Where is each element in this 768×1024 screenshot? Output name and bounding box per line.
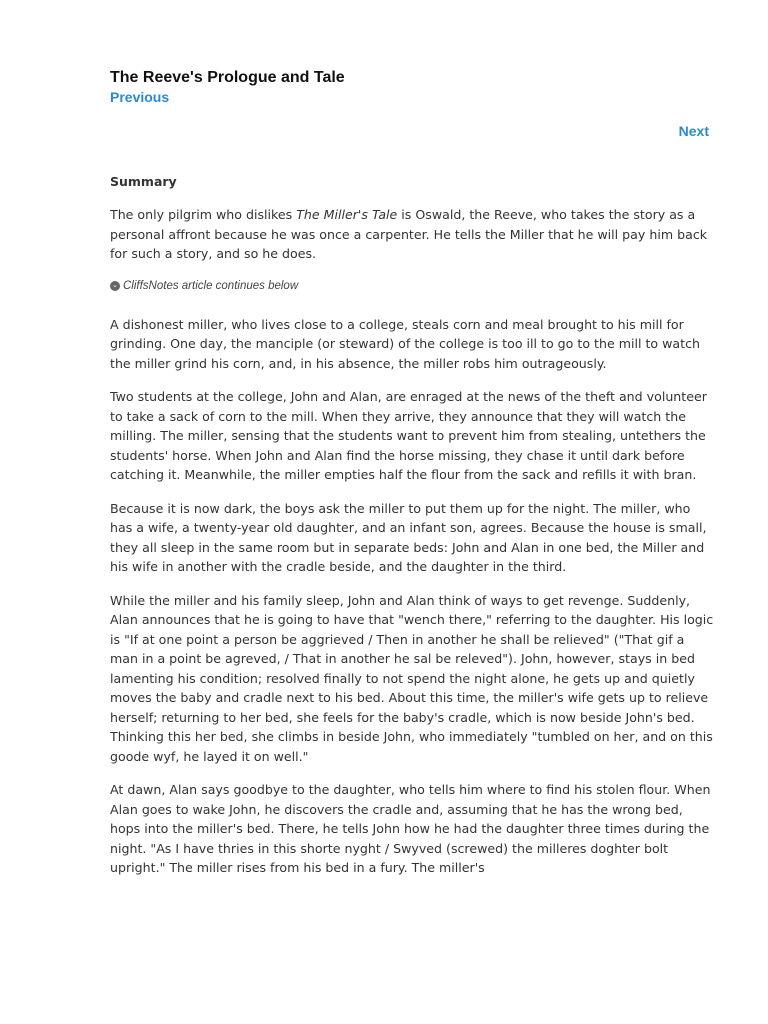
next-link[interactable]: Next: [678, 123, 709, 139]
next-row: [110, 121, 715, 141]
previous-row: [110, 88, 715, 106]
p1-italic-title: The Miller's Tale: [296, 207, 398, 222]
previous-link[interactable]: Previous: [110, 89, 170, 105]
summary-paragraph-1: [110, 205, 715, 264]
summary-paragraph-2: A dishonest miller, who lives close to a college, steals corn and meal brought to his mill for grinding. One day, the manciple (or steward) of the college is too ill to go to the mill to watch the miller grind his corn, and, in his absence, the miller robs him outrageously.: [110, 316, 700, 371]
section-heading: Summary: [110, 174, 177, 189]
summary-paragraph-3: Two students at the college, John and Alan, are enraged at the news of the theft and volunteer to take a sack of corn to the mill. When they arrive, they announce that they will watch the milling. The miller, sensing that the students want to prevent him from stealing, untethers the students' horse. When John and Alan find the horse missing, they chase it until dark before catching it. Meanwhile, the miller empties half the flour from the sack and refills it with bran.: [110, 389, 707, 482]
summary-paragraph-6: At dawn, Alan says goodbye to the daughter, who tells him where to find his stolen flour. When Alan goes to wake John, he discovers the cradle and, assuming that he has the wrong bed, hops into the miller's bed. There, he tells John how he had the daughter three times during the night. "As I have thries in this shorte nyght / Swyved (screwed) the milleres doghter bolt upright." The miller rises from his bed in a fury. The miller's: [110, 782, 711, 875]
chevron-down-circle-icon: ⌄: [110, 281, 120, 291]
ad-notice-text: CliffsNotes article continues below: [123, 279, 299, 292]
summary-paragraph-4: Because it is now dark, the boys ask the miller to put them up for the night. The miller, who has a wife, a twenty-year old daughter, and an infant son, agrees. Because the house is small, they all sleep in the same room but in separate beds: John and Alan in one bed, the Miller and his wife in another with the cradle beside, and the daughter in the third.: [110, 500, 707, 574]
p1-text-end: is Oswald, the Reeve, who takes the story as a personal affront because he was once a carpenter. He tells the Miller that he will pay him back for such a story, and so he does.: [110, 207, 708, 261]
summary-paragraph-5: While the miller and his family sleep, John and Alan think of ways to get revenge. Suddenly, Alan announces that he is going to have that "wench there," referring to the daughter. His logic is "If at one point a person be aggrieved / Then in another he shall be relieved" ("That gif a man in a point be agreved, / That in another he sal be releved"). John, however, stays in bed lamenting his condition; resolved finally to not spend the night alone, he gets up and quietly moves the baby and cradle next to his bed. About this time, the miller's wife gets up to relieve herself; returning to her bed, she feels for the baby's cradle, which is now beside John's bed. Thinking this her bed, she climbs in beside John, who immediately "tumbled on her, and on this goode wyf, he layed it on well.": [110, 592, 714, 764]
ad-notice: [110, 278, 715, 294]
page-title: The Reeve's Prologue and Tale: [110, 69, 345, 86]
p1-text-start: The only pilgrim who dislikes: [110, 207, 297, 222]
article: [110, 68, 715, 878]
